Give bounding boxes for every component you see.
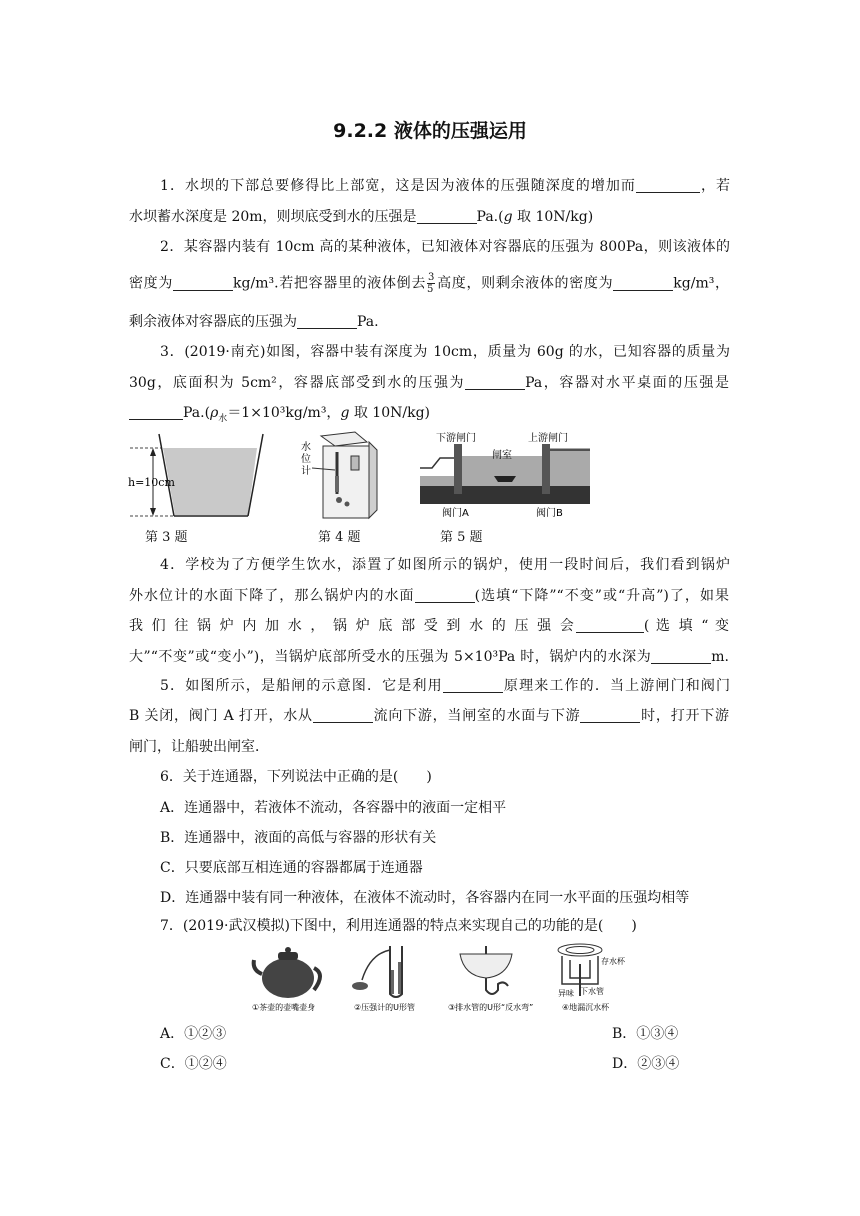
q6-option-a[interactable]: A．连通器中，若液体不流动，各容器中的液面一定相平 xyxy=(160,800,507,816)
fig4-boiler xyxy=(295,428,385,520)
q7-stem: 7．(2019·武汉模拟)下图中，利用连通器的特点来实现自己的功能的是( ) xyxy=(160,918,637,934)
fig5-valve-a: 阀门A xyxy=(442,508,469,519)
q2-line3: 剩余液体对容器底的压强为 Pa. xyxy=(129,314,379,330)
q5-blank2[interactable] xyxy=(313,708,373,723)
q7-pic4-label-odor: 异味 xyxy=(558,989,574,998)
q4-line3: 我 们 往 锅 炉 内 加 水 ， 锅 炉 底 部 受 到 水 的 压 强 会 ( 选 填 “ 变 xyxy=(129,618,729,634)
q2-line2: 密度为 kg/m³.若把容器里的液体倒去 $\frac{3}{5}$ 高度，则剩余液体的密度为 kg/m³， xyxy=(129,272,730,295)
q7-figure-strip xyxy=(250,940,632,1016)
q7-pic4-label-pipe: 下水管 xyxy=(580,987,604,996)
q4-line2: 外水位计的水面下降了，那么锅炉内的水面 (选填“下降”“不变”或“升高”)了，如果 xyxy=(129,588,729,604)
q6-stem: 6．关于连通器，下列说法中正确的是( ) xyxy=(160,769,432,785)
q6-option-c[interactable]: C．只要底部互相连通的容器都属于连通器 xyxy=(160,860,423,876)
fig5-upstream-gate: 上游闸门 xyxy=(528,433,568,444)
fig5-ship-lock xyxy=(420,428,590,520)
q5-blank3[interactable] xyxy=(580,708,640,723)
sink-trap-icon xyxy=(460,946,512,994)
q7-pic4-caption: ④地漏沉水杯 xyxy=(562,1003,610,1012)
fraction-three-fifths: $\frac{3}{5}$ xyxy=(427,272,435,295)
fig5-downstream-gate: 下游闸门 xyxy=(436,433,476,444)
q7-option-d[interactable]: D．②③④ xyxy=(612,1056,680,1072)
q7-pic1-caption: ①茶壶的壶嘴壶身 xyxy=(252,1003,316,1012)
page-title: 9.2.2 液体的压强运用 xyxy=(333,120,527,142)
q4-blank1[interactable] xyxy=(415,588,475,603)
q3-line3: $Pa.(\rho_水=1\times 10^3kg/m^3$，g 取 10N/kg) xyxy=(129,403,729,429)
q3-blank2[interactable] xyxy=(129,405,183,420)
q1-line2: 水坝蓄水深度是 20m，则坝底受到水的压强是 Pa.(g 取 10N/kg) xyxy=(129,209,594,225)
fig3-container xyxy=(125,428,270,520)
q3-line2: 30g，底面积为 5cm²，容器底部受到水的压强为 Pa，容器对水平桌面的压强是 xyxy=(129,375,729,391)
q7-option-a[interactable]: A．①②③ xyxy=(160,1026,227,1042)
manometer-icon xyxy=(352,946,402,997)
q2-blank1[interactable] xyxy=(173,276,233,291)
q3-line1: 3．(2019·南充)如图，容器中装有深度为 10cm，质量为 60g 的水，已知容器的质量为 xyxy=(160,344,730,360)
q2-line1: 2．某容器内装有 10cm 高的某种液体，已知液体对容器底的压强为 800Pa，则该液体的 xyxy=(160,239,730,255)
fig4-label-1: 水 xyxy=(301,442,311,453)
q2-blank2[interactable] xyxy=(613,276,673,291)
teapot-icon xyxy=(254,947,320,998)
fig3-height-label: h=10cm xyxy=(128,476,175,489)
q3-blank1[interactable] xyxy=(465,375,525,390)
fig3-caption: 第 3 题 xyxy=(145,530,188,545)
fig4-label-2: 位 xyxy=(301,454,311,465)
q5-line1: 5．如图所示，是船闸的示意图．它是利用 原理来工作的．当上游闸门和阀门 xyxy=(160,678,731,694)
q6-option-d[interactable]: D．连通器中装有同一种液体，在液体不流动时，各容器内在同一水平面的压强均相等 xyxy=(160,890,690,906)
q5-line2: B 关闭，阀门 A 打开，水从 流向下游，当闸室的水面与下游 时，打开下游 xyxy=(129,708,730,724)
fig4-caption: 第 4 题 xyxy=(318,530,361,545)
q7-pic3-caption: ③排水管的U形“反水弯” xyxy=(448,1003,534,1012)
q1-blank2[interactable] xyxy=(417,209,477,224)
fig4-label-3: 计 xyxy=(301,466,311,477)
q4-blank2[interactable] xyxy=(576,618,644,633)
q7-pic2-caption: ②压强计的U形管 xyxy=(354,1003,416,1012)
fig5-lock-chamber: 闸室 xyxy=(492,450,512,461)
q7-pic4-label-cup: 存水杯 xyxy=(601,957,625,966)
q7-option-b[interactable]: B．①③④ xyxy=(612,1026,679,1042)
q2-blank3[interactable] xyxy=(297,314,357,329)
q4-blank3[interactable] xyxy=(651,649,711,664)
q5-line3: 闸门，让船驶出闸室． xyxy=(129,739,269,755)
q5-blank1[interactable] xyxy=(443,678,503,693)
q1-line1: 1．水坝的下部总要修得比上部宽，这是因为液体的压强随深度的增加而 ，若 xyxy=(160,178,731,194)
fig5-caption: 第 5 题 xyxy=(440,530,483,545)
q4-line4: 大”“不变”或“变小”)，当锅炉底部所受水的压强为 5×10³Pa 时，锅炉内的水深为 m. xyxy=(129,649,729,665)
q6-option-b[interactable]: B．连通器中，液面的高低与容器的形状有关 xyxy=(160,830,437,846)
q4-line1: 4．学校为了方便学生饮水，添置了如图所示的锅炉，使用一段时间后，我们看到锅炉 xyxy=(160,557,730,573)
q1-blank1[interactable] xyxy=(636,178,700,193)
fig5-valve-b: 阀门B xyxy=(536,508,563,519)
q7-option-c[interactable]: C．①②④ xyxy=(160,1056,227,1072)
